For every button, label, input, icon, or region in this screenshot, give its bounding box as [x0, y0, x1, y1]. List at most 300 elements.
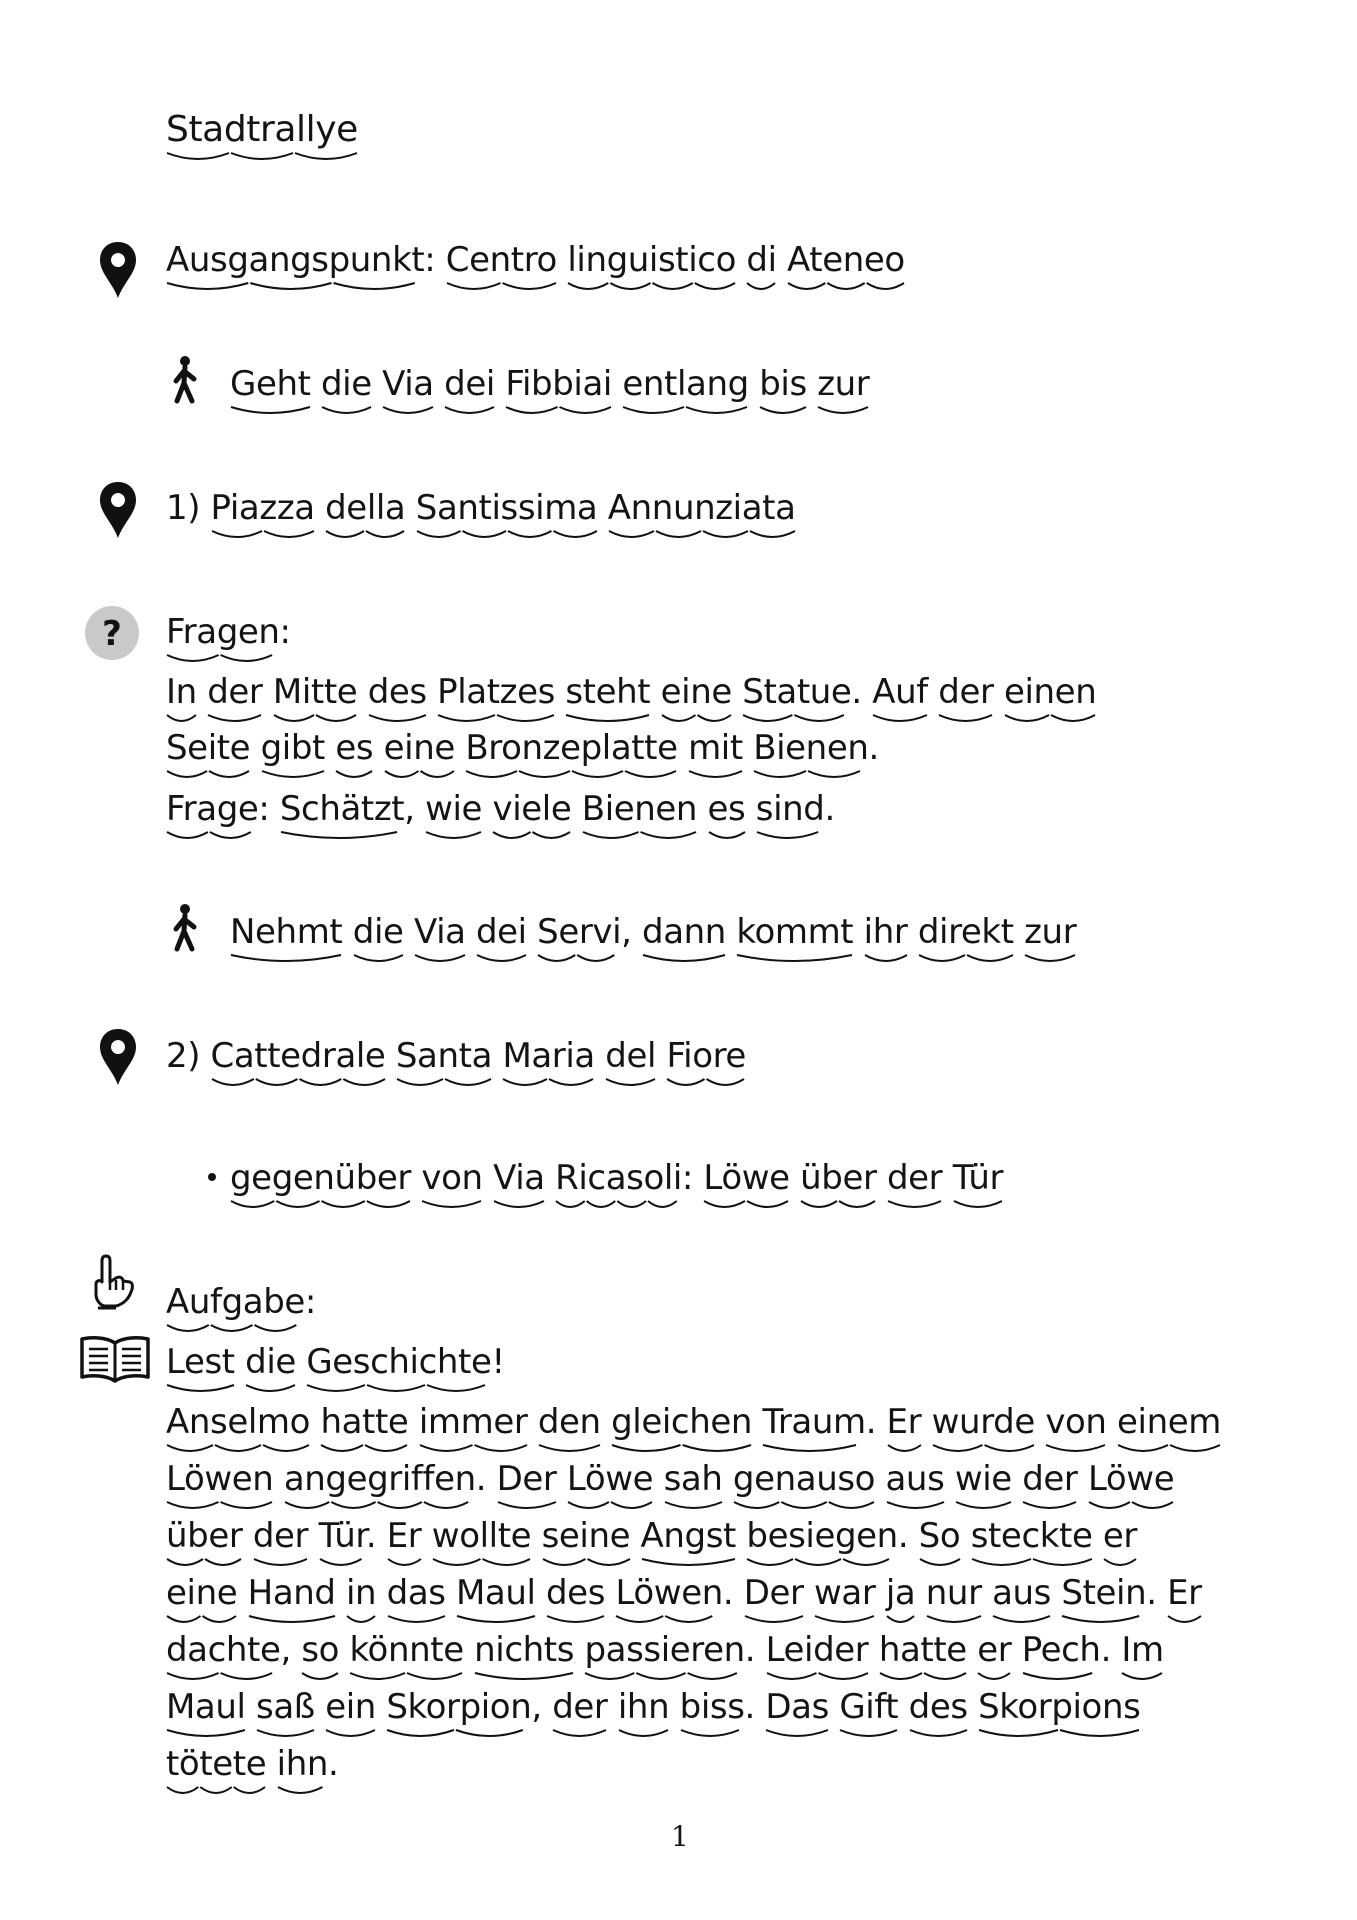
- question-line: [166, 670, 1096, 714]
- word: ihn: [618, 1685, 669, 1729]
- syllable-arcs: [746, 280, 776, 296]
- word: nichts: [474, 1628, 574, 1672]
- syllable-arcs: [166, 1670, 274, 1686]
- syllable-arcs: [1004, 712, 1096, 728]
- word: Maul: [166, 1685, 246, 1729]
- syllable-arcs: [680, 1727, 740, 1743]
- word: sind.: [756, 787, 835, 831]
- syllable-arcs: [325, 528, 405, 544]
- syllable-arcs: [301, 1670, 339, 1686]
- word: eine: [661, 670, 732, 714]
- syllable-arcs: [909, 1727, 968, 1743]
- word: die: [245, 1340, 296, 1384]
- syllable-arcs: [800, 1198, 876, 1214]
- syllable-arcs: [567, 1499, 653, 1515]
- word: del: [605, 1034, 656, 1078]
- word: Löwe: [567, 1457, 653, 1501]
- syllable-arcs: [765, 1727, 829, 1743]
- word: Annunziata: [608, 486, 796, 530]
- word: aus: [992, 1571, 1051, 1615]
- syllable-arcs: [353, 952, 404, 968]
- bullet-text: [230, 1156, 1003, 1200]
- syllable-arcs: [474, 1670, 574, 1686]
- word: Seite: [166, 726, 250, 770]
- story-line: [166, 1685, 1140, 1729]
- word: Via: [382, 362, 434, 406]
- word: hatte: [879, 1628, 967, 1672]
- syllable-arcs: [211, 1076, 386, 1092]
- syllable-arcs: [502, 1076, 594, 1092]
- syllable-arcs: [382, 404, 434, 420]
- word: über: [800, 1156, 876, 1200]
- word: Im: [1121, 1628, 1163, 1672]
- word: Ateneo: [787, 238, 905, 282]
- syllable-arcs: [1103, 1556, 1137, 1572]
- syllable-arcs: [584, 1670, 738, 1686]
- word: Piazza: [211, 486, 315, 530]
- question-line: [166, 726, 879, 770]
- word: die: [353, 910, 404, 954]
- word: dann: [642, 910, 726, 954]
- word: viele: [492, 787, 571, 831]
- syllable-arcs: [245, 1382, 296, 1398]
- syllable-arcs: [446, 280, 557, 296]
- syllable-arcs: [611, 1442, 752, 1458]
- syllable-arcs: [872, 712, 928, 728]
- syllable-arcs: [1088, 1499, 1174, 1515]
- syllable-arcs: [762, 1442, 857, 1458]
- word: linguistico: [567, 238, 736, 282]
- word: Stein.: [1061, 1571, 1156, 1615]
- word: biss.: [680, 1685, 755, 1729]
- syllable-arcs: [1167, 1613, 1202, 1629]
- syllable-arcs: [537, 952, 616, 968]
- word: Der: [497, 1457, 557, 1501]
- syllable-arcs: [839, 1727, 898, 1743]
- syllable-arcs: [886, 1613, 915, 1629]
- word: gleichen: [611, 1400, 752, 1444]
- word: den: [538, 1400, 601, 1444]
- word: Bronzeplatte: [465, 726, 677, 770]
- syllable-arcs: [886, 1499, 945, 1515]
- syllable-arcs: [641, 1556, 736, 1572]
- syllable-arcs: [387, 1613, 446, 1629]
- syllable-arcs: [555, 1198, 678, 1214]
- start-label: [166, 240, 435, 280]
- syllable-arcs: [582, 829, 697, 845]
- syllable-arcs: [284, 1499, 470, 1515]
- syllable-arcs: [756, 829, 820, 845]
- location-pin-icon: [98, 1027, 138, 1087]
- word: steht: [565, 670, 650, 714]
- syllable-arcs: [955, 1499, 1012, 1515]
- word: nur: [926, 1571, 982, 1615]
- questions-heading: [166, 610, 291, 654]
- word: Traum.: [762, 1400, 876, 1444]
- word: ein: [325, 1685, 376, 1729]
- word: wie: [955, 1457, 1012, 1501]
- word: er: [977, 1628, 1011, 1672]
- syllable-arcs: [542, 1556, 631, 1572]
- walk-instruction-1: [230, 362, 869, 406]
- syllable-arcs: [497, 1499, 557, 1515]
- syllable-arcs: [166, 1784, 266, 1800]
- syllable-arcs: [277, 1784, 324, 1800]
- syllable-arcs: [1121, 1670, 1163, 1686]
- word: von: [1045, 1400, 1106, 1444]
- question-line: [166, 787, 835, 831]
- syllable-arcs: [166, 829, 252, 845]
- word: angegriffen.: [284, 1457, 486, 1501]
- word: Lest: [166, 1340, 235, 1384]
- bullet-dot: [208, 1173, 216, 1181]
- word: Auf: [872, 670, 928, 714]
- word: sah: [664, 1457, 723, 1501]
- word: Skorpion,: [386, 1685, 541, 1729]
- word: entlang: [622, 362, 748, 406]
- task-heading: [166, 1280, 316, 1324]
- syllable-arcs: [432, 1556, 531, 1572]
- syllable-arcs: [766, 1670, 869, 1686]
- syllable-arcs: [642, 952, 726, 968]
- syllable-arcs: [419, 1442, 528, 1458]
- location-pin-icon: [98, 480, 138, 540]
- station-2-name: [211, 1036, 746, 1076]
- word: Via: [414, 910, 466, 954]
- word: Tür.: [319, 1514, 377, 1558]
- syllable-arcs: [546, 1613, 605, 1629]
- word: es: [335, 726, 373, 770]
- word: wurde: [932, 1400, 1035, 1444]
- syllable-arcs: [953, 1198, 1003, 1214]
- syllable-arcs: [736, 952, 853, 968]
- syllable-arcs: [887, 1442, 922, 1458]
- word: einen: [1004, 670, 1096, 714]
- word: des: [368, 670, 427, 714]
- syllable-arcs: [493, 1198, 545, 1214]
- word: Das: [765, 1685, 829, 1729]
- story-line: [166, 1628, 1164, 1672]
- word: der: [552, 1685, 607, 1729]
- syllable-arcs: [753, 768, 861, 784]
- station-2-number: 2): [166, 1036, 201, 1076]
- syllable-arcs: [703, 1198, 789, 1214]
- word: Maul: [456, 1571, 536, 1615]
- syllable-arcs: [248, 1613, 336, 1629]
- word: Geschichte!: [306, 1340, 504, 1384]
- word: Servi,: [537, 910, 631, 954]
- word: Schätzt,: [280, 787, 415, 831]
- syllable-arcs: [814, 1613, 875, 1629]
- syllable-arcs: [708, 829, 746, 845]
- story-line: [166, 1742, 338, 1786]
- station-1-name: [211, 488, 796, 528]
- syllable-arcs: [166, 1499, 273, 1515]
- syllable-arcs: [230, 952, 342, 968]
- word: zur: [1024, 910, 1076, 954]
- word: Centro: [446, 238, 557, 282]
- word: das: [387, 1571, 446, 1615]
- word: Löwe: [1088, 1457, 1174, 1501]
- syllable-arcs: [166, 1727, 246, 1743]
- word: könnte: [349, 1628, 463, 1672]
- word: Platzes: [437, 670, 555, 714]
- syllable-arcs: [280, 829, 399, 845]
- word: In: [166, 670, 197, 714]
- word: dachte,: [166, 1628, 291, 1672]
- word: der: [207, 670, 262, 714]
- word: des: [546, 1571, 605, 1615]
- task-instruction: [166, 1340, 505, 1384]
- word: immer: [419, 1400, 528, 1444]
- syllable-arcs: [425, 829, 482, 845]
- word: Bienen.: [753, 726, 879, 770]
- syllable-arcs: [817, 404, 869, 420]
- word: eine: [166, 1571, 237, 1615]
- word: Gift: [839, 1685, 898, 1729]
- word: Santa: [396, 1034, 492, 1078]
- word: Mitte: [273, 670, 357, 714]
- start-place: [446, 240, 905, 280]
- word: Nehmt: [230, 910, 342, 954]
- syllable-arcs: [664, 1499, 723, 1515]
- station-1: [166, 486, 796, 530]
- syllable-arcs: [918, 952, 1014, 968]
- word: kommt: [736, 910, 853, 954]
- word: aus: [886, 1457, 945, 1501]
- word: Ausgangspunkt:: [166, 238, 435, 282]
- word: die: [321, 362, 372, 406]
- word: dei: [444, 362, 495, 406]
- open-book-icon: [78, 1333, 152, 1385]
- word: Frage:: [166, 787, 269, 831]
- syllable-arcs: [166, 1322, 298, 1338]
- syllable-arcs: [787, 280, 905, 296]
- word: dei: [476, 910, 527, 954]
- syllable-arcs: [465, 768, 677, 784]
- word: genauso: [733, 1457, 875, 1501]
- word: Pech.: [1022, 1628, 1111, 1672]
- syllable-arcs: [346, 1613, 376, 1629]
- syllable-arcs: [492, 829, 571, 845]
- word: von: [421, 1156, 482, 1200]
- word: steckte: [971, 1514, 1093, 1558]
- syllable-arcs: [746, 1556, 890, 1572]
- word: saß: [256, 1685, 315, 1729]
- syllable-arcs: [335, 768, 373, 784]
- syllable-arcs: [926, 1613, 982, 1629]
- syllable-arcs: [1045, 1442, 1106, 1458]
- story-line: [166, 1457, 1174, 1501]
- word: Hand: [248, 1571, 336, 1615]
- syllable-arcs: [166, 1613, 237, 1629]
- syllable-arcs: [166, 768, 250, 784]
- syllable-arcs: [879, 1670, 967, 1686]
- syllable-arcs: [320, 1442, 408, 1458]
- syllable-arcs: [688, 768, 743, 784]
- syllable-arcs: [608, 528, 796, 544]
- word: Statue.: [742, 670, 862, 714]
- word: besiegen.: [746, 1514, 908, 1558]
- word: gegenüber: [230, 1156, 411, 1200]
- word: Via: [493, 1156, 545, 1200]
- word: tötete: [166, 1742, 266, 1786]
- word: es: [708, 787, 746, 831]
- syllable-arcs: [992, 1613, 1051, 1629]
- syllable-arcs: [622, 404, 748, 420]
- word: war: [814, 1571, 875, 1615]
- word: ihr: [864, 910, 908, 954]
- word: in: [346, 1571, 376, 1615]
- syllable-arcs: [319, 1556, 363, 1572]
- svg-text:?: ?: [102, 614, 122, 654]
- syllable-arcs: [759, 404, 807, 420]
- word: Fiore: [666, 1034, 745, 1078]
- syllable-arcs: [744, 1613, 804, 1629]
- word: ja: [886, 1571, 915, 1615]
- syllable-arcs: [166, 280, 416, 296]
- word: Ricasoli:: [555, 1156, 693, 1200]
- syllable-arcs: [919, 1556, 961, 1572]
- walking-person-icon: [168, 903, 202, 953]
- word: Löwen.: [615, 1571, 733, 1615]
- word: Löwe: [703, 1156, 789, 1200]
- syllable-arcs: [476, 952, 527, 968]
- syllable-arcs: [1117, 1442, 1221, 1458]
- page-title: [166, 108, 358, 152]
- syllable-arcs: [396, 1076, 492, 1092]
- word: Geht: [230, 362, 311, 406]
- word: bis: [759, 362, 807, 406]
- word: Tür: [953, 1156, 1003, 1200]
- word: der: [1022, 1457, 1077, 1501]
- word: So: [919, 1514, 961, 1558]
- word: Leider: [766, 1628, 869, 1672]
- syllable-arcs: [971, 1556, 1093, 1572]
- syllable-arcs: [166, 150, 358, 166]
- syllable-arcs: [552, 1727, 607, 1743]
- syllable-arcs: [1022, 1670, 1094, 1686]
- syllable-arcs: [166, 1442, 310, 1458]
- word: Fibbiai: [505, 362, 612, 406]
- word: Aufgabe:: [166, 1280, 316, 1324]
- page-number: 1: [671, 1820, 689, 1853]
- syllable-arcs: [230, 1198, 411, 1214]
- walk-instruction-2: [230, 910, 1076, 954]
- syllable-arcs: [977, 1670, 1011, 1686]
- syllable-arcs: [166, 1556, 242, 1572]
- syllable-arcs: [733, 1499, 875, 1515]
- syllable-arcs: [414, 952, 466, 968]
- word: Maria: [502, 1034, 594, 1078]
- syllable-arcs: [416, 528, 598, 544]
- word: Bienen: [582, 787, 697, 831]
- word: passieren.: [584, 1628, 755, 1672]
- word: eine: [384, 726, 455, 770]
- word: Angst: [641, 1514, 736, 1558]
- syllable-arcs: [864, 952, 908, 968]
- syllable-arcs: [538, 1442, 601, 1458]
- word: direkt: [918, 910, 1014, 954]
- word: des: [909, 1685, 968, 1729]
- word: gibt: [261, 726, 325, 770]
- word: der: [887, 1156, 942, 1200]
- story-line: [166, 1571, 1202, 1615]
- word: Cattedrale: [211, 1034, 386, 1078]
- word: zur: [817, 362, 869, 406]
- syllable-arcs: [387, 1556, 422, 1572]
- word: Santissima: [416, 486, 598, 530]
- syllable-arcs: [349, 1670, 463, 1686]
- word: Er: [1167, 1571, 1202, 1615]
- word: Anselmo: [166, 1400, 310, 1444]
- syllable-arcs: [230, 404, 311, 420]
- syllable-arcs: [618, 1727, 669, 1743]
- word: wollte: [432, 1514, 531, 1558]
- question-mark-icon: [84, 605, 140, 661]
- syllable-arcs: [166, 652, 274, 668]
- syllable-arcs: [887, 1198, 942, 1214]
- syllable-arcs: [261, 768, 325, 784]
- syllable-arcs: [421, 1198, 482, 1214]
- walking-person-icon: [168, 355, 202, 405]
- word: seine: [542, 1514, 631, 1558]
- syllable-arcs: [306, 1382, 486, 1398]
- syllable-arcs: [211, 528, 315, 544]
- syllable-arcs: [384, 768, 455, 784]
- word: mit: [688, 726, 743, 770]
- word: über: [166, 1514, 242, 1558]
- syllable-arcs: [256, 1727, 315, 1743]
- word: Skorpions: [978, 1685, 1140, 1729]
- word: wie: [425, 787, 482, 831]
- syllable-arcs: [505, 404, 612, 420]
- syllable-arcs: [567, 280, 736, 296]
- word: Er: [387, 1514, 422, 1558]
- pointing-hand-icon: [86, 1252, 136, 1312]
- word: Fragen:: [166, 610, 291, 654]
- syllable-arcs: [386, 1727, 524, 1743]
- station-1-number: 1): [166, 488, 201, 528]
- word: der: [938, 670, 993, 714]
- word: einem: [1117, 1400, 1221, 1444]
- word: Stadtrallye: [166, 108, 358, 152]
- location-pin-icon: [98, 240, 138, 300]
- station-2: [166, 1034, 746, 1078]
- word: Er: [887, 1400, 922, 1444]
- syllable-arcs: [1024, 952, 1076, 968]
- syllable-arcs: [1061, 1613, 1141, 1629]
- story-line: [166, 1400, 1221, 1444]
- word: so: [301, 1628, 339, 1672]
- syllable-arcs: [932, 1442, 1035, 1458]
- syllable-arcs: [253, 1556, 308, 1572]
- word: ihn.: [277, 1742, 339, 1786]
- word: di: [746, 238, 776, 282]
- word: Der: [744, 1571, 804, 1615]
- word: Löwen: [166, 1457, 273, 1501]
- syllable-arcs: [1022, 1499, 1077, 1515]
- word: hatte: [320, 1400, 408, 1444]
- syllable-arcs: [938, 712, 993, 728]
- start-line: [166, 238, 905, 282]
- word: der: [253, 1514, 308, 1558]
- word: della: [325, 486, 405, 530]
- syllable-arcs: [605, 1076, 656, 1092]
- syllable-arcs: [321, 404, 372, 420]
- syllable-arcs: [444, 404, 495, 420]
- syllable-arcs: [166, 1382, 235, 1398]
